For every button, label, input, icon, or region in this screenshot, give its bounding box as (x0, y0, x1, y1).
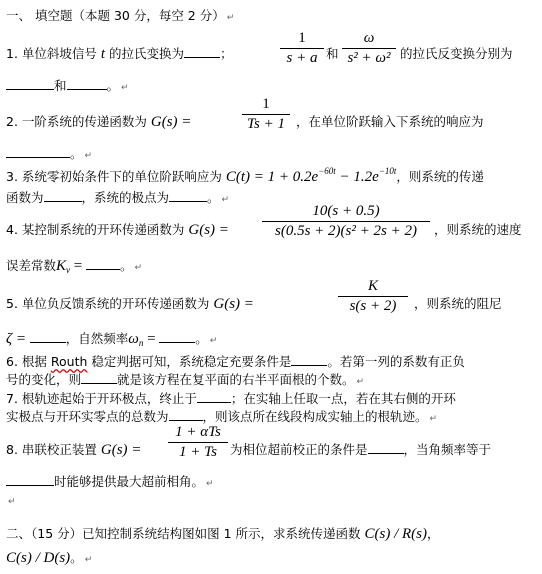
q1-line2: 和 。 ↵ (6, 76, 129, 94)
q8-line1 (6, 440, 141, 459)
q8-frac (168, 424, 228, 461)
q1-blank-3[interactable] (67, 77, 107, 90)
q8-line2: 时能够提供最大超前相角。 ↵ (6, 472, 214, 490)
q1-sep: ； (220, 46, 233, 61)
q5-line2: ζ = ，自然频率$\omega_n$ = 。 ↵ (6, 331, 218, 348)
q1-blank-2[interactable] (6, 77, 54, 90)
q5-blank-1[interactable] (30, 330, 66, 343)
section2-f1: C(s) / R(s) (364, 526, 428, 542)
q1-prefix: 1. 单位斜坡信号 (6, 46, 97, 61)
q8-prefix: 8. 串联校正装置 (6, 442, 97, 457)
q8-blank-1[interactable] (368, 441, 404, 454)
q1-frac2-den: s² + ω² (347, 50, 391, 66)
q5-blank-2[interactable] (159, 330, 195, 343)
q1-line2-and: 和 (54, 78, 67, 93)
q1-frac1-den: s + a (286, 50, 318, 66)
q8-blank-2[interactable] (6, 473, 54, 486)
q3-line2: 函数为 ，系统的极点为 。 ↵ (6, 190, 230, 205)
q4-prefix: 4. 某控制系统的开环传递函数为 (6, 222, 185, 237)
q4-den: s(0.5s + 2)(s² + 2s + 2) (275, 223, 417, 239)
q4-frac (262, 203, 430, 240)
section2-line2: C(s) / D(s)。 ↵ (6, 550, 93, 566)
q1-frac1 (280, 30, 324, 67)
section1-heading (6, 6, 234, 24)
q1-blank-1[interactable] (184, 45, 220, 58)
q6-blank-1[interactable] (291, 353, 327, 366)
q5-num: K (367, 278, 378, 294)
q7-line1: 7. 根轨迹起始于开环极点，终止于 ；在实轴上任取一点，若在其右侧的开环 (6, 391, 456, 406)
q8-num: 1 + αTs (175, 424, 221, 440)
q4-line1 (6, 220, 229, 239)
return-mark: ↵ (226, 13, 235, 23)
q4-num: 10(s + 0.5) (312, 203, 380, 219)
q8-lhs: G(s) = (100, 442, 142, 458)
q1-line1 (6, 44, 233, 63)
q2-suffix: ，在单位阶跃输入下系统的响应为 (296, 114, 484, 129)
q6-line1: 6. 根据 Routh 稳定判据可知，系统稳定充要条件是 。若第一列的系数有正负 (6, 354, 465, 369)
section2-line1: 二、（15 分）已知控制系统结构图如图 1 所示，求系统传递函数 C(s) / R(s)， (6, 526, 440, 542)
q2-line1 (6, 112, 191, 131)
q1-mid: 的拉氏变换为 (109, 46, 185, 61)
q7-line2: 实极点与开环实零点的总数为 ，则该点所在线段构成实轴上的根轨迹。 ↵ (6, 409, 438, 424)
q4-lhs: G(s) = (188, 222, 229, 238)
section2-text: 二、（15 分）已知控制系统结构图如图 1 所示，求系统传递函数 (6, 526, 361, 541)
q6-line2: 号的变化，则 就是该方程在复平面的右半平面根的个数。 ↵ (6, 372, 365, 387)
q5-lhs: G(s) = (213, 296, 254, 312)
q1-t: t (100, 46, 106, 62)
q2-line2: 。 ↵ (6, 144, 92, 162)
q1-frac2-num: ω (363, 30, 375, 46)
q6-routh: Routh (50, 354, 88, 369)
q2-num: 1 (262, 96, 270, 112)
q3-blank-2[interactable] (169, 189, 207, 202)
q8-den: 1 + Ts (179, 444, 217, 460)
q6-blank-2[interactable] (81, 371, 117, 384)
q1-and: 和 (326, 46, 339, 61)
q2-lhs: G(s) = (150, 114, 192, 130)
q7-blank-1[interactable] (197, 390, 231, 403)
q5-frac (338, 278, 408, 315)
q3-expr: $C(t) = 1 + 0.2e^{-60t} - 1.2e^{-10t}$ (225, 166, 397, 185)
q2-den: Ts + 1 (247, 116, 285, 132)
section1-heading-text: 一、 填空题（本题 30 分，每空 2 分） (6, 8, 225, 23)
q5-line1 (6, 294, 254, 313)
q2-frac (242, 96, 290, 133)
q4-suffix: ，则系统的速度 (434, 222, 522, 237)
q7-blank-2[interactable] (169, 408, 203, 421)
q1-frac2 (342, 30, 396, 67)
q1-frac1-num: 1 (298, 30, 306, 46)
q2-prefix: 2. 一阶系统的传递函数为 (6, 114, 147, 129)
q3-line1 (6, 166, 484, 186)
q5-suffix: ，则系统的阻尼 (414, 296, 502, 311)
q2-blank[interactable] (6, 145, 70, 158)
q5-prefix: 5. 单位负反馈系统的开环传递函数为 (6, 296, 210, 311)
q8-suffix: 为相位超前校正的条件是 ，当角频率等于 (230, 442, 492, 457)
q3-prefix: 3. 系统零初始条件下的单位阶跃响应为 (6, 169, 222, 184)
q4-line2: 误差常数$K_v$ = 。 ↵ (6, 258, 143, 275)
empty-paragraph: ↵ (8, 497, 16, 507)
q3-suffix: ，则系统的传递 (396, 169, 484, 184)
q3-blank-1[interactable] (44, 189, 82, 202)
section2-f2: C(s) / D(s) (6, 550, 71, 566)
q4-blank[interactable] (86, 257, 120, 270)
q5-den: s(s + 2) (349, 298, 397, 314)
q1-suffix: 的拉氏反变换分别为 (400, 46, 513, 61)
